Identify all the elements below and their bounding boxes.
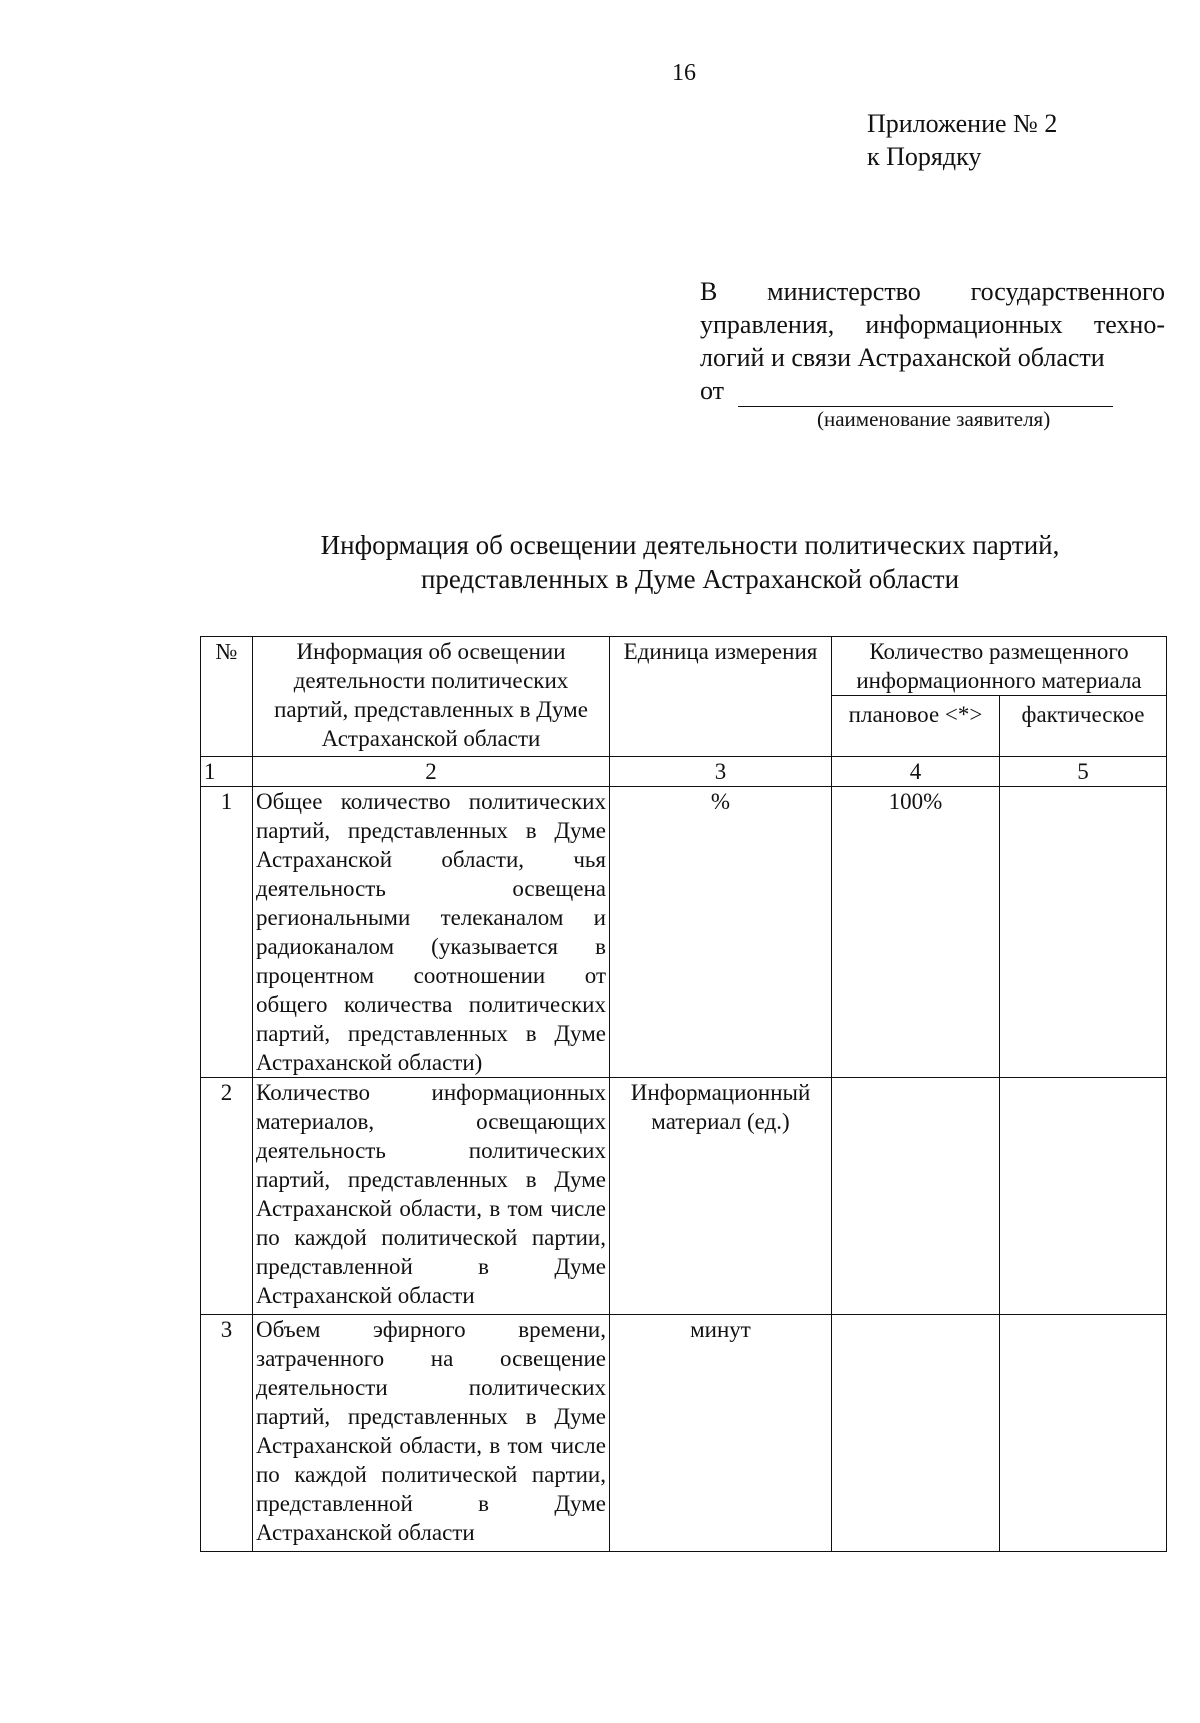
title-line-1: Информация об освещении деятельности политических партий,: [320, 530, 1060, 560]
header-unit: Единица измерения: [610, 637, 832, 757]
document-title: [200, 528, 1180, 596]
column-number: 3: [610, 757, 832, 787]
row-actual[interactable]: [1000, 1078, 1167, 1315]
from-row: [700, 374, 1165, 407]
header-quantity: Количество размещенного информационного материала: [832, 637, 1167, 696]
page-number: 16: [672, 60, 696, 86]
addressee-block: [700, 275, 1165, 407]
addressee-line-2: управления, информационных техно-: [700, 310, 1165, 339]
table-row: [201, 1078, 1167, 1315]
row-info: Количество информационных материалов, освещающих деятельность политических партий, представленных в Думе Астраханской области, в том числе по каждой политической партии, представленной в Думе Астраханской области: [253, 1078, 610, 1315]
table-row: [201, 1315, 1167, 1552]
row-unit: %: [610, 787, 832, 1078]
row-number: 1: [201, 787, 253, 1078]
appendix-line-1: Приложение № 2: [867, 109, 1058, 138]
header-actual: фактическое: [1000, 696, 1167, 757]
column-number-row: [201, 757, 1167, 787]
table-row: [201, 787, 1167, 1078]
header-number: №: [201, 637, 253, 757]
column-number: 4: [832, 757, 1000, 787]
row-actual[interactable]: [1000, 1315, 1167, 1552]
row-info: Общее количество политических партий, представленных в Думе Астраханской области, чья деятельность освещена региональными телеканалом и радиоканалом (указывается в процентном соотношении от общего количества политических партий, представленных в Думе Астраханской области): [253, 787, 610, 1078]
row-number: 3: [201, 1315, 253, 1552]
header-row-1: [201, 637, 1167, 696]
column-number: 2: [253, 757, 610, 787]
row-actual[interactable]: [1000, 787, 1167, 1078]
header-info: Информация об освещении деятельности политических партий, представленных в Думе Астраханской области: [253, 637, 610, 757]
column-number: 1: [201, 757, 253, 787]
from-label: от: [700, 376, 725, 405]
addressee-line-3: логий и связи Астраханской области: [700, 343, 1105, 372]
row-planned[interactable]: [832, 1315, 1000, 1552]
header-planned: плановое <*>: [832, 696, 1000, 757]
applicant-caption: (наименование заявителя): [817, 407, 1051, 431]
applicant-name-field[interactable]: [738, 384, 1113, 407]
appendix-line-2: к Порядку: [867, 142, 982, 171]
column-number: 5: [1000, 757, 1167, 787]
addressee-line-1: В министерство государственного: [700, 277, 1165, 306]
appendix-reference: [867, 107, 1057, 173]
information-table: [200, 636, 1167, 1552]
row-unit: минут: [610, 1315, 832, 1552]
row-number: 2: [201, 1078, 253, 1315]
row-info: Объем эфирного времени, затраченного на освещение деятельности политических партий, представленных в Думе Астраханской области, в том числе по каждой политической партии, представленной в Думе Астраханской области: [253, 1315, 610, 1552]
row-planned[interactable]: [832, 1078, 1000, 1315]
row-planned[interactable]: 100%: [832, 787, 1000, 1078]
title-line-2: представленных в Думе Астраханской области: [420, 564, 960, 594]
row-unit: Информационный материал (ед.): [610, 1078, 832, 1315]
